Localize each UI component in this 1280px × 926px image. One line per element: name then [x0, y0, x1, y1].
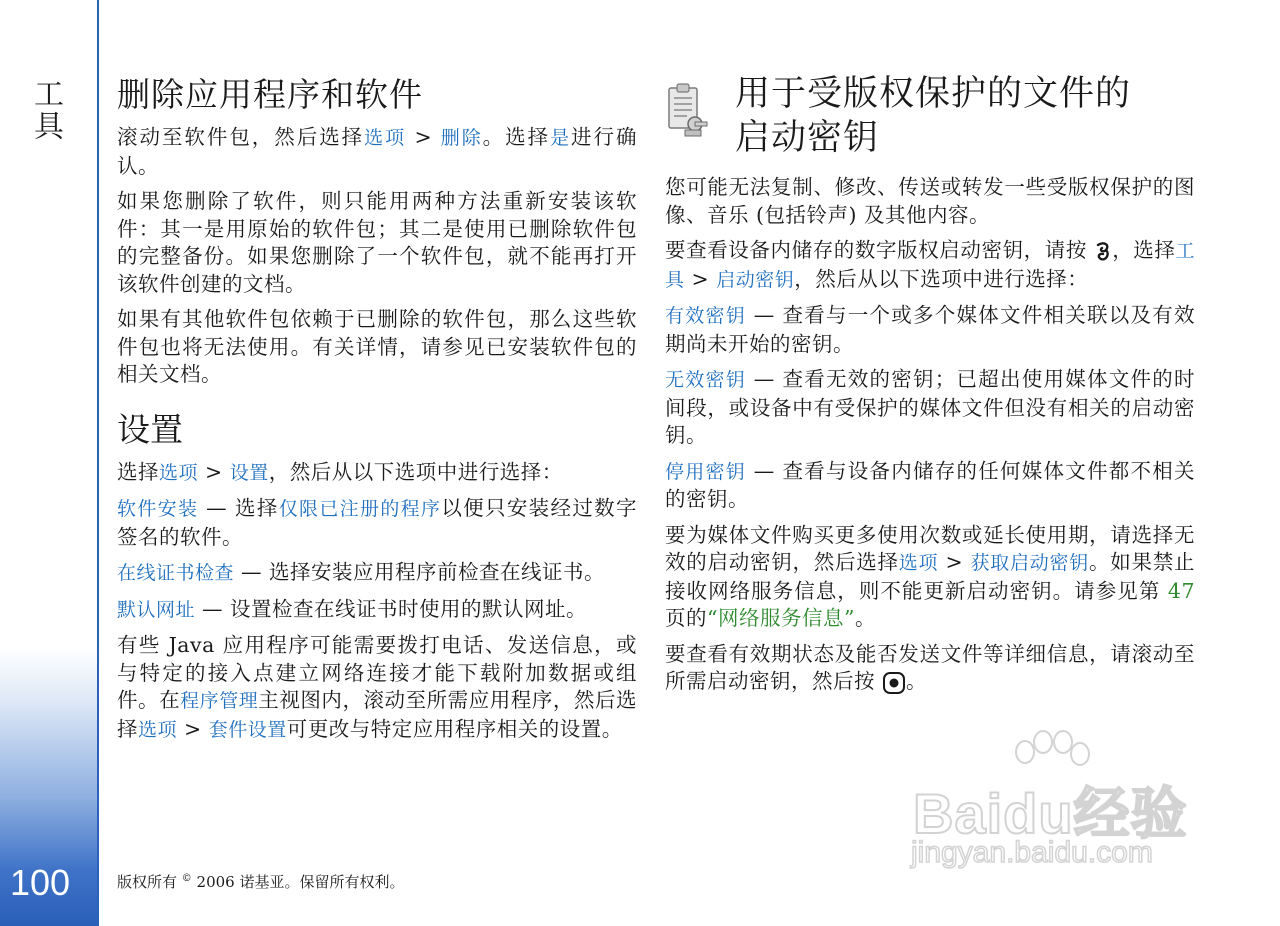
text: — 查看与一个或多个媒体文件相关联以及有效期尚未开始的密钥。	[665, 303, 1195, 356]
options-link: 选项	[364, 127, 407, 149]
menu-key-icon	[1094, 241, 1112, 263]
yes-link: 是	[550, 127, 572, 149]
text: 。	[906, 669, 928, 693]
text: — 选择	[198, 496, 279, 520]
text: 以便只安装经过数字签名的软件。	[117, 496, 637, 549]
text: 。	[854, 606, 876, 630]
separator: >	[938, 550, 971, 574]
watermark-url: jingyan.baidu.com	[911, 836, 1153, 869]
options-link: 选项	[138, 718, 178, 741]
text: ，然后从以下选项中进行选择：	[268, 459, 563, 484]
text: 可更改与特定应用程序相关的设置。	[286, 716, 623, 741]
unused-keys-term: 停用密钥	[665, 460, 746, 483]
text: 2006 诺基亚。保留所有权利。	[191, 873, 405, 891]
text: 滚动至软件包，然后选择	[117, 125, 365, 149]
separator: >	[177, 716, 209, 741]
app-manager-term: 程序管理	[180, 690, 259, 712]
settings-intro	[117, 459, 637, 488]
tools-link: 工具	[665, 240, 1196, 291]
drm-intro: 您可能无法复制、修改、传送或转发一些受版权保护的图像、音乐 (包括铃声) 及其他内容。	[665, 175, 1195, 227]
drm-heading	[735, 72, 1195, 160]
separator: >	[198, 459, 230, 484]
left-column	[117, 72, 637, 752]
text: — 选择安装应用程序前检查在线证书。	[234, 560, 606, 584]
registered-only-term: 仅限已注册的程序	[278, 498, 442, 520]
text: — 设置检查在线证书时使用的默认网址。	[195, 596, 588, 621]
text: 进行确认。	[117, 125, 637, 178]
text: 页的	[665, 606, 707, 630]
service-messages-reference: “网络服务信息”	[707, 606, 855, 630]
text: 版权所有	[117, 873, 182, 891]
get-activation-key-link: 获取启动密钥	[970, 552, 1089, 574]
text: ，然后从以下选项中进行选择：	[794, 266, 1089, 291]
page-number: 100	[10, 862, 71, 903]
text: — 查看无效的密钥；已超出使用媒体文件的时间段，或设备中有受保护的媒体文件但没有相关的启动密钥。	[665, 367, 1195, 447]
invalid-keys-term: 无效密钥	[665, 369, 746, 391]
heading-line: 用于受版权保护的文件的	[735, 74, 1132, 114]
software-install-term: 软件安装	[117, 498, 199, 520]
document-key-icon	[665, 80, 709, 140]
invalid-keys-item	[665, 366, 1195, 450]
software-install-item	[117, 495, 637, 551]
watermark-brand: Baidu经验	[913, 782, 1188, 845]
rail-divider	[97, 0, 99, 926]
online-cert-term: 在线证书检查	[117, 562, 235, 584]
delete-instructions	[117, 124, 637, 180]
separator: >	[684, 266, 717, 291]
text: 有些 Java 应用程序可能需要拨打电话、发送信息，或与特定的接入点建立网络连接才能下载附加数据或组件。在	[117, 633, 637, 712]
default-url-item	[117, 596, 637, 625]
buy-more-paragraph	[665, 522, 1195, 633]
copyright-symbol: ©	[181, 873, 192, 884]
text: 要查看有效期状态及能否发送文件等详细信息，请滚动至所需启动密钥，然后按	[665, 641, 1195, 693]
page-reference-number: 47	[1167, 578, 1195, 603]
details-paragraph	[665, 641, 1195, 696]
text: — 查看与设备内储存的任何媒体文件都不相关的密钥。	[665, 458, 1195, 511]
settings-heading: 设置	[117, 409, 183, 449]
options-link: 选项	[159, 461, 199, 484]
valid-keys-term: 有效密钥	[665, 305, 746, 327]
valid-keys-item	[665, 302, 1195, 358]
view-keys-instructions	[665, 237, 1195, 294]
text: 要查看设备内储存的数字版权启动密钥，请按	[665, 238, 1095, 262]
dependency-paragraph: 如果有其他软件包依赖于已删除的软件包，那么这些软件包也将无法使用。有关详情，请参见已安装软件包的相关文档。	[117, 307, 637, 386]
section-label: 工具	[28, 78, 63, 142]
select-key-icon	[882, 671, 906, 695]
java-paragraph	[117, 632, 637, 744]
text: ，选择	[1112, 238, 1176, 262]
delete-apps-heading: 删除应用程序和软件	[117, 75, 423, 114]
online-cert-item	[117, 559, 637, 588]
unused-keys-item	[665, 458, 1195, 514]
drm-heading-block	[665, 72, 1195, 160]
copyright-footer	[117, 871, 405, 892]
settings-link: 设置	[229, 461, 269, 484]
text: 要为媒体文件购买更多使用次数或延长使用期，请选择无效的启动密钥，然后选择	[665, 522, 1195, 574]
text: 主视图内，滚动至所需应用程序，然后选择	[117, 688, 637, 741]
right-column	[665, 72, 1195, 704]
options-link: 选项	[898, 552, 939, 574]
text: 。如果禁止接收网络服务信息，则不能更新启动密钥。请参见第	[665, 550, 1195, 603]
suite-settings-term: 套件设置	[208, 718, 287, 741]
baidu-watermark	[905, 730, 1205, 880]
text: 。选择	[482, 125, 551, 149]
heading-line: 启动密钥	[735, 118, 880, 158]
delete-link: 删除	[440, 127, 483, 149]
text: 选择	[117, 459, 159, 484]
activation-keys-link: 启动密钥	[716, 268, 795, 291]
separator: >	[406, 125, 441, 149]
default-url-term: 默认网址	[117, 598, 196, 621]
reinstall-paragraph: 如果您删除了软件，则只能用两种方法重新安装该软件：其一是用原始的软件包；其二是使用已删除软件包的完整备份。如果您删除了一个软件包，就不能再打开该软件创建的文档。	[117, 189, 637, 296]
